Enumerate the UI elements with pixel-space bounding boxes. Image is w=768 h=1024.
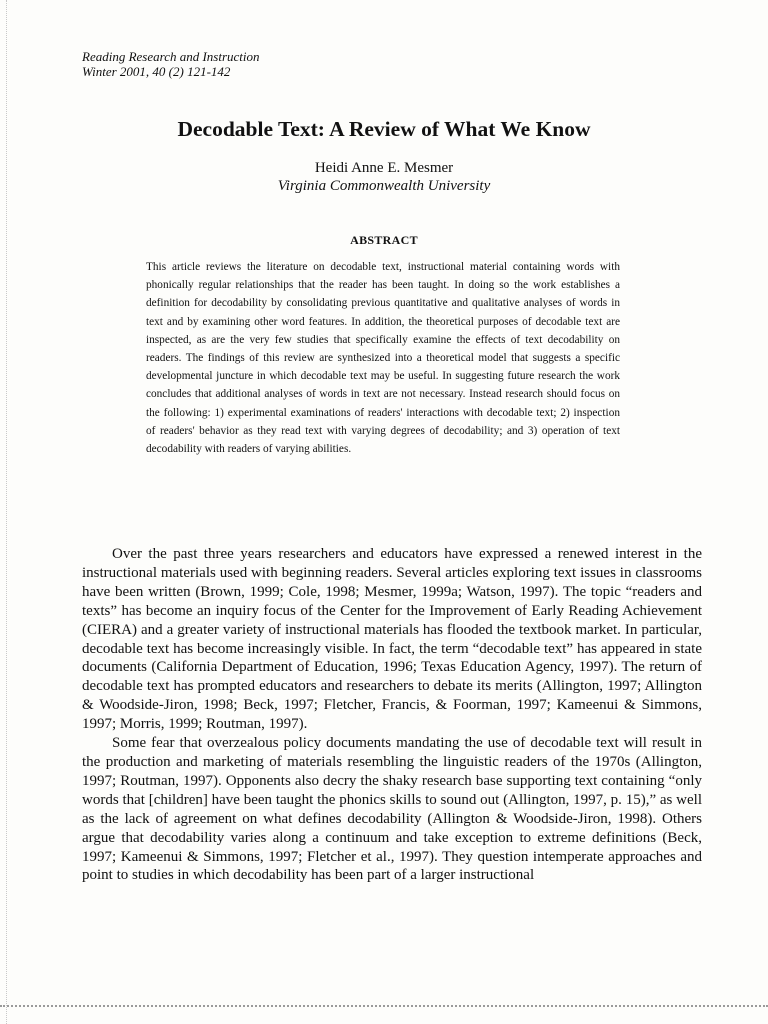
body-paragraph-1: Over the past three years researchers and educators have expressed a renewed interest in the instructional materials used with beginning readers. Several articles exploring text issues in classrooms have been written (Brown, 1999; Cole, 1998; Mesmer, 1999a; Watson, 1997). The topic “readers and texts” has become an inquiry focus of the Center for the Improvement of Early Reading Achievement (CIERA) and a greater variety of instructional materials has flooded the textbook market. In particular, decodable text has become increasingly visible. In fact, the term “decodable text” has appeared in state documents (California Department of Education, 1996; Texas Education Agency, 1997). The return of decodable text has prompted educators and researchers to debate its merits (Allington, 1997; Allington & Woodside-Jiron, 1998; Beck, 1997; Fletcher, Francis, & Foorman, 1997; Kameenui & Simmons, 1997; Morris, 1999; Routman, 1997). bbox=[82, 546, 702, 733]
abstract-text: This article reviews the literature on decodable text, instructional material containing words with phonically regular relationships that the reader has been taught. In doing so the work establishes a definition for decodability by consolidating previous quantitative and qualitative analyses of words in text and by examining other word features. In addition, the theoretical purposes of decodable text are inspected, as are the very few studies that specifically examine the effects of text decodability on readers. The findings of this review are synthesized into a theoretical model that suggests a specific developmental juncture in which decodable text may be useful. In suggesting future research the work concludes that additional analyses of words in text are not necessary. Instead research should focus on the following: 1) experimental examinations of readers' interactions with decodable text; 2) inspection of readers' behavior as they read text with varying degrees of decodability; and 3) operation of text decodability with readers of varying abilities. bbox=[146, 261, 620, 456]
page-bottom-edge bbox=[0, 1005, 768, 1008]
abstract-heading: ABSTRACT bbox=[350, 233, 418, 247]
author-name: Heidi Anne E. Mesmer bbox=[314, 160, 454, 176]
journal-issue: Winter 2001, 40 (2) 121-142 bbox=[82, 64, 231, 79]
author-affiliation: Virginia Commonwealth University bbox=[277, 178, 491, 194]
body-text bbox=[82, 545, 702, 885]
article-title: Decodable Text: A Review of What We Know bbox=[177, 117, 591, 141]
body-paragraph-2: Some fear that overzealous policy documents mandating the use of decodable text will result in the production and marketing of materials resembling the linguistic readers of the 1970s (Allington, 1997; Routman, 1997). Opponents also decry the shaky research base supporting text containing “only words that [children] have been taught the phonics skills to sound out (Allington, 1997, p. 15),” as well as the lack of agreement on what defines decodability (Allington & Woodside-Jiron, 1998). Others argue that decodability varies along a continuum and take exception to extreme definitions (Beck, 1997; Kameenui & Simmons, 1997; Fletcher et al., 1997). They question intemperate approaches and point to studies in which decodability has been part of a larger instructional bbox=[82, 735, 702, 884]
journal-citation bbox=[82, 49, 260, 79]
page-left-edge bbox=[6, 0, 8, 1024]
journal-name: Reading Research and Instruction bbox=[82, 49, 260, 64]
